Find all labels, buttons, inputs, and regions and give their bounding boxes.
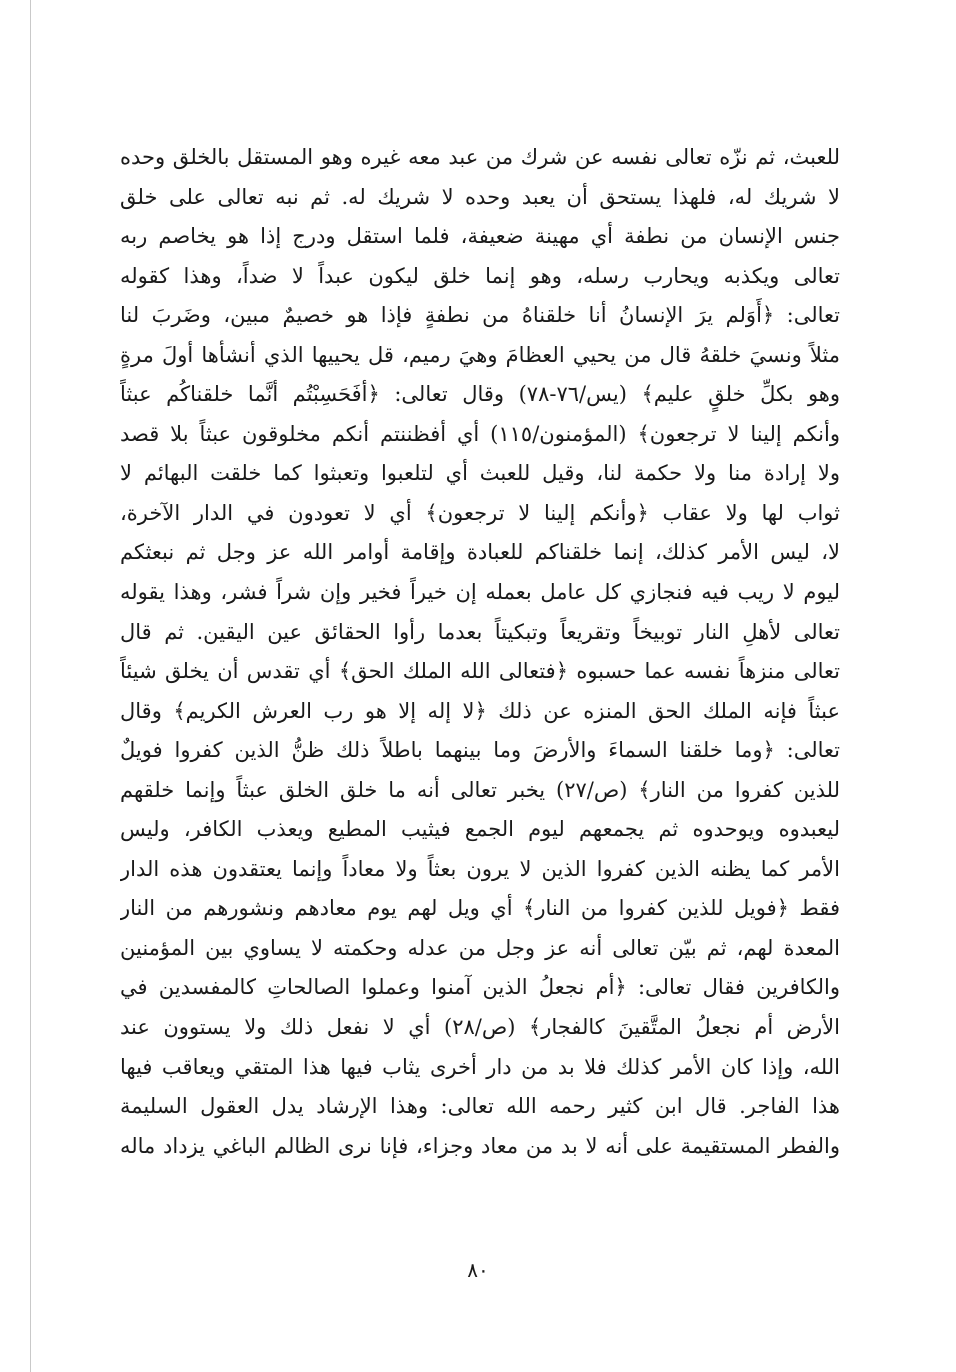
text-line: المعدة لهم، ثم بيّن تعالى أنه عز وجل من عدله وحكمته لا يساوي بين المؤمنين [120,935,840,960]
text-line: للذين كفروا من النار﴾ (ص/٢٧) يخبر تعالى أنه ما خلق الخلق عبثاً وإنما خلقهم [120,777,840,802]
text-line: مثلاً ونسيَ خلقهُ قال من يحيي العظامَ وهيَ رميم، قل يحييها الذي أنشأها أولَ مرةٍ [120,342,840,367]
text-line: الأمر كما يظنه الذين كفروا الذين لا يرون بعثاً ولا معاداً وإنما يعتقدون هذه الدار [120,856,840,881]
text-line: عبثاً فإنه الملك الحق المنزه عن ذلك ﴿لا إله إلا هو رب العرش الكريم﴾ وقال [120,698,840,723]
text-line: وأنكم إلينا لا ترجعون﴾ (المؤمنون/١١٥) أي أفظننتم أنكم مخلوقون عبثاً بلا قصد [120,421,840,446]
text-line: تعالى منزهاً نفسه عما حسبوه ﴿فتعالى الله الملك الحق﴾ أي تقدس أن يخلق شيئاً [120,659,840,684]
text-line: تعالى: ﴿أَوَلم يرَ الإنسانُ أنا خلقناهُ من نطفةٍ فإذا هو خصيمٌ مبين، وضَربَ لنا [120,303,840,328]
scan-margin-line [30,0,31,1372]
text-line: لا شريك له، فلهذا يستحق أن يعبد وحده لا شريك له. ثم نبه تعالى على خلق [120,184,840,209]
text-line: تعالى: ﴿وما خلقنا السماءَ والأرضَ وما بينهما باطلاً ذلك ظنُّ الذين كفروا فويلٌ [120,738,840,763]
text-line: الله، وإذا كان الأمر كذلك فلا بد من دار أخرى يثاب فيها هذا المتقي ويعاقب فيها [120,1054,840,1079]
text-line: تعالى ويكذبه ويحارب رسله، وهو إنما خلق ليكون عبداً لا ضداً، وهذا كقوله [120,263,840,288]
text-line: فقط ﴿فويل للذين كفروا من النار﴾ أي ويل لهم يوم معادهم ونشورهم من النار [120,896,840,921]
text-line: لا، ليس الأمر كذلك، إنما خلقناكم للعبادة وإقامة أوامر الله عز وجل ثم نبعثكم [120,540,840,565]
text-line: جنس الإنسان من نطفة أي مهينة ضعيفة، فلما استقل ودرج إذا هو يخاصم ربه [120,224,840,249]
text-line: للعبث، ثم نزّه تعالى نفسه عن شرك من عبد معه غيره وهو المستقل بالخلق وحده [120,145,840,169]
text-line: ليعبدوه ويوحدوه ثم يجمعهم ليوم الجمع فيثيب المطيع ويعذب الكافر، وليس [120,817,840,842]
text-line: ثواب لها ولا عقاب ﴿وأنكم إلينا لا ترجعون﴾ أي لا تعودون في الدار الآخرة، [120,500,840,525]
text-line: هذا الفاجر. قال ابن كثير رحمه الله تعالى: وهذا الإرشاد يدل العقول السليمة [120,1094,840,1119]
page-number: ٨٠ [467,1258,489,1282]
text-line: والفطر المستقيمة على أنه لا بد من معاد وجزاء، فإنا نرى الظالم الباغي يزداد ماله [120,1133,840,1158]
text-line: ليوم لا ريب فيه فنجازي كل عامل بعمله إن خيراً فخير وإن شراً فشر، وهذا يقوله [120,580,840,605]
text-line: الأرض أم نجعلُ المتَّقينَ كالفجار﴾ (ص/٢٨) أي لا نفعل ذلك ولا يستوون عند [120,1015,840,1040]
text-line: وهو بكلِّ خلقٍ عليم﴾ (يس/٧٦-٧٨) وقال تعالى: ﴿أفَحَسِبْتُم أنَّما خلقناكُم عبثاً [120,382,840,407]
text-line: والكافرين فقال تعالى: ﴿أم نجعلُ الذين آمنوا وعملوا الصالحاتِ كالمفسدين في [120,975,840,1000]
text-line: ولا إرادة منا ولا حكمة لنا، وقيل للعبث أي لتلعبوا وتعبثوا كما خلقت البهائم لا [120,461,840,486]
text-line: تعالى لأهلِ النار توبيخاً وتقريعاً وتبكيتاً بعدما رأوا الحقائق عين اليقين. ثم قال [120,619,840,644]
body-text [120,138,840,1166]
